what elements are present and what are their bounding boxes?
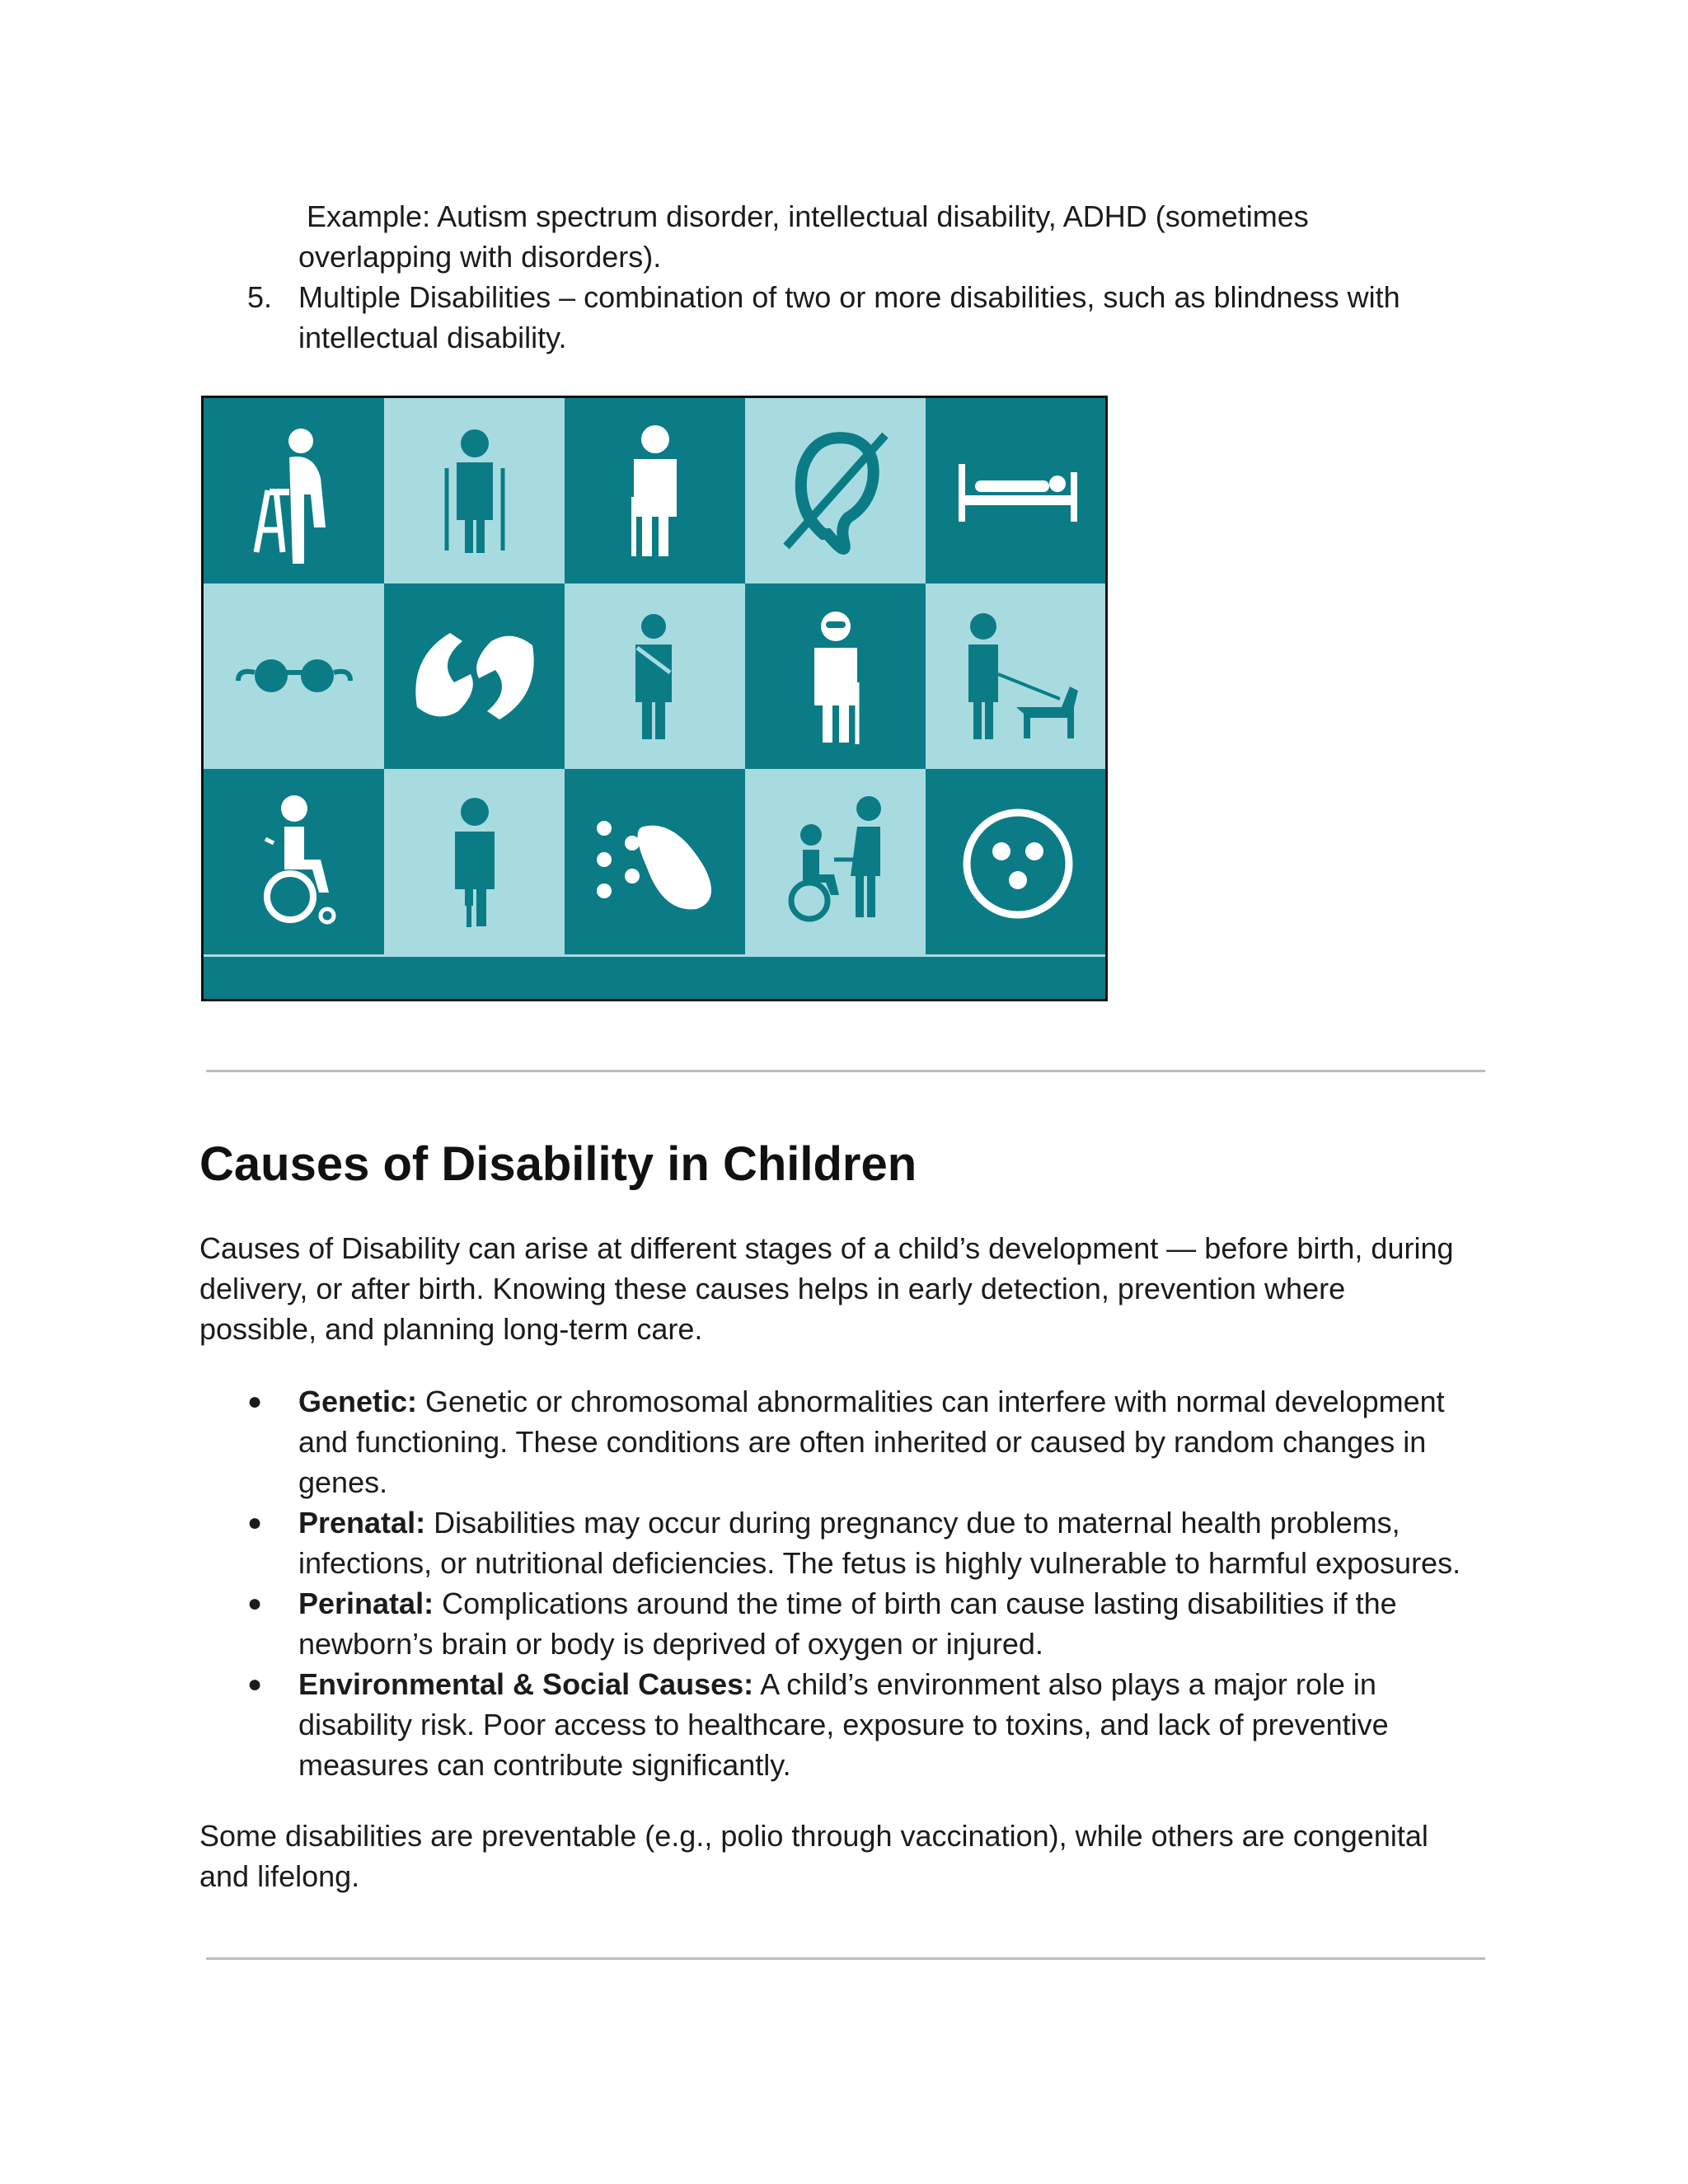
bullet-prenatal-line-2: infections, or nutritional deficiencies. The fetus is highly vulnerable to harmful exposures. [298,1546,1461,1580]
deaf-ear-icon [745,398,926,583]
list-item-5-line-1: Multiple Disabilities – combination of two or more disabilities, such as blindness with [298,280,1400,314]
intro-paragraph-line-2: delivery, or after birth. Knowing these causes helps in early detection, prevention where [199,1272,1346,1305]
bullet-prenatal: ● [247,1509,263,1536]
wheelchair-icon [204,769,384,954]
bullet-genetic-line-2: and functioning. These conditions are often inherited or caused by random changes in [298,1425,1427,1459]
sign-language-icon [384,583,565,769]
horizontal-rule-2 [206,1957,1485,1960]
image-bottom-line [204,954,1108,957]
intro-paragraph-line-1: Causes of Disability can arise at different stages of a child’s development — before birth, during [199,1231,1454,1265]
example-line-2: overlapping with disorders). [298,240,662,274]
crutches-icon [384,398,565,583]
list-item-5-line-2: intellectual disability. [298,321,567,354]
guide-dog-icon [926,583,1108,769]
cane-person-icon [565,398,745,583]
intro-paragraph-line-3: possible, and planning long-term care. [199,1312,703,1346]
hospital-bed-icon [926,398,1108,583]
closing-paragraph-line-2: and lifelong. [199,1859,360,1893]
bullet-environmental-text: A child’s environment also plays a major role in [753,1667,1376,1701]
braille-icon [565,769,745,954]
bullet-perinatal-text: Complications around the time of birth can cause lasting disabilities if the [434,1586,1397,1620]
blind-glasses-icon [204,583,384,769]
bullet-perinatal-line-1 [298,1583,1397,1624]
face-dots-icon [926,769,1108,954]
term-perinatal: Perinatal: [298,1586,434,1620]
arm-sling-icon [565,583,745,769]
section-heading: Causes of Disability in Children [199,1137,917,1191]
bullet-genetic-line-3: genes. [298,1465,388,1499]
bullet-environmental: ● [247,1671,263,1698]
term-prenatal: Prenatal: [298,1506,426,1540]
closing-paragraph-line-1: Some disabilities are preventable (e.g., polio through vaccination), while others are congenital [199,1819,1428,1853]
term-environmental: Environmental & Social Causes: [298,1667,754,1701]
bullet-genetic: ● [247,1388,263,1415]
bullet-genetic-line-1 [298,1381,1445,1422]
bullet-environmental-line-1 [298,1664,1376,1704]
horizontal-rule-1 [206,1070,1485,1072]
bullet-prenatal-line-1 [298,1502,1400,1543]
bullet-prenatal-text: Disabilities may occur during pregnancy due to maternal health problems, [425,1506,1400,1540]
assisted-wheelchair-icon [745,769,926,954]
blind-cane-icon [745,583,926,769]
list-number-5: 5. [247,280,273,314]
term-genetic: Genetic: [298,1385,418,1418]
example-line-1: Example: Autism spectrum disorder, intellectual disability, ADHD (sometimes [307,199,1309,233]
bullet-perinatal-line-2: newborn’s brain or body is deprived of oxygen or injured. [298,1627,1043,1661]
prosthetic-leg-icon [384,769,565,954]
bullet-environmental-line-2: disability risk. Poor access to healthcare, exposure to toxins, and lack of preventive [298,1708,1389,1741]
walker-icon [204,398,384,583]
disability-icons-image [201,396,1108,1001]
bullet-genetic-text: Genetic or chromosomal abnormalities can interfere with normal development [417,1385,1445,1418]
bullet-perinatal: ● [247,1590,263,1617]
bullet-environmental-line-3: measures can contribute significantly. [298,1748,791,1782]
